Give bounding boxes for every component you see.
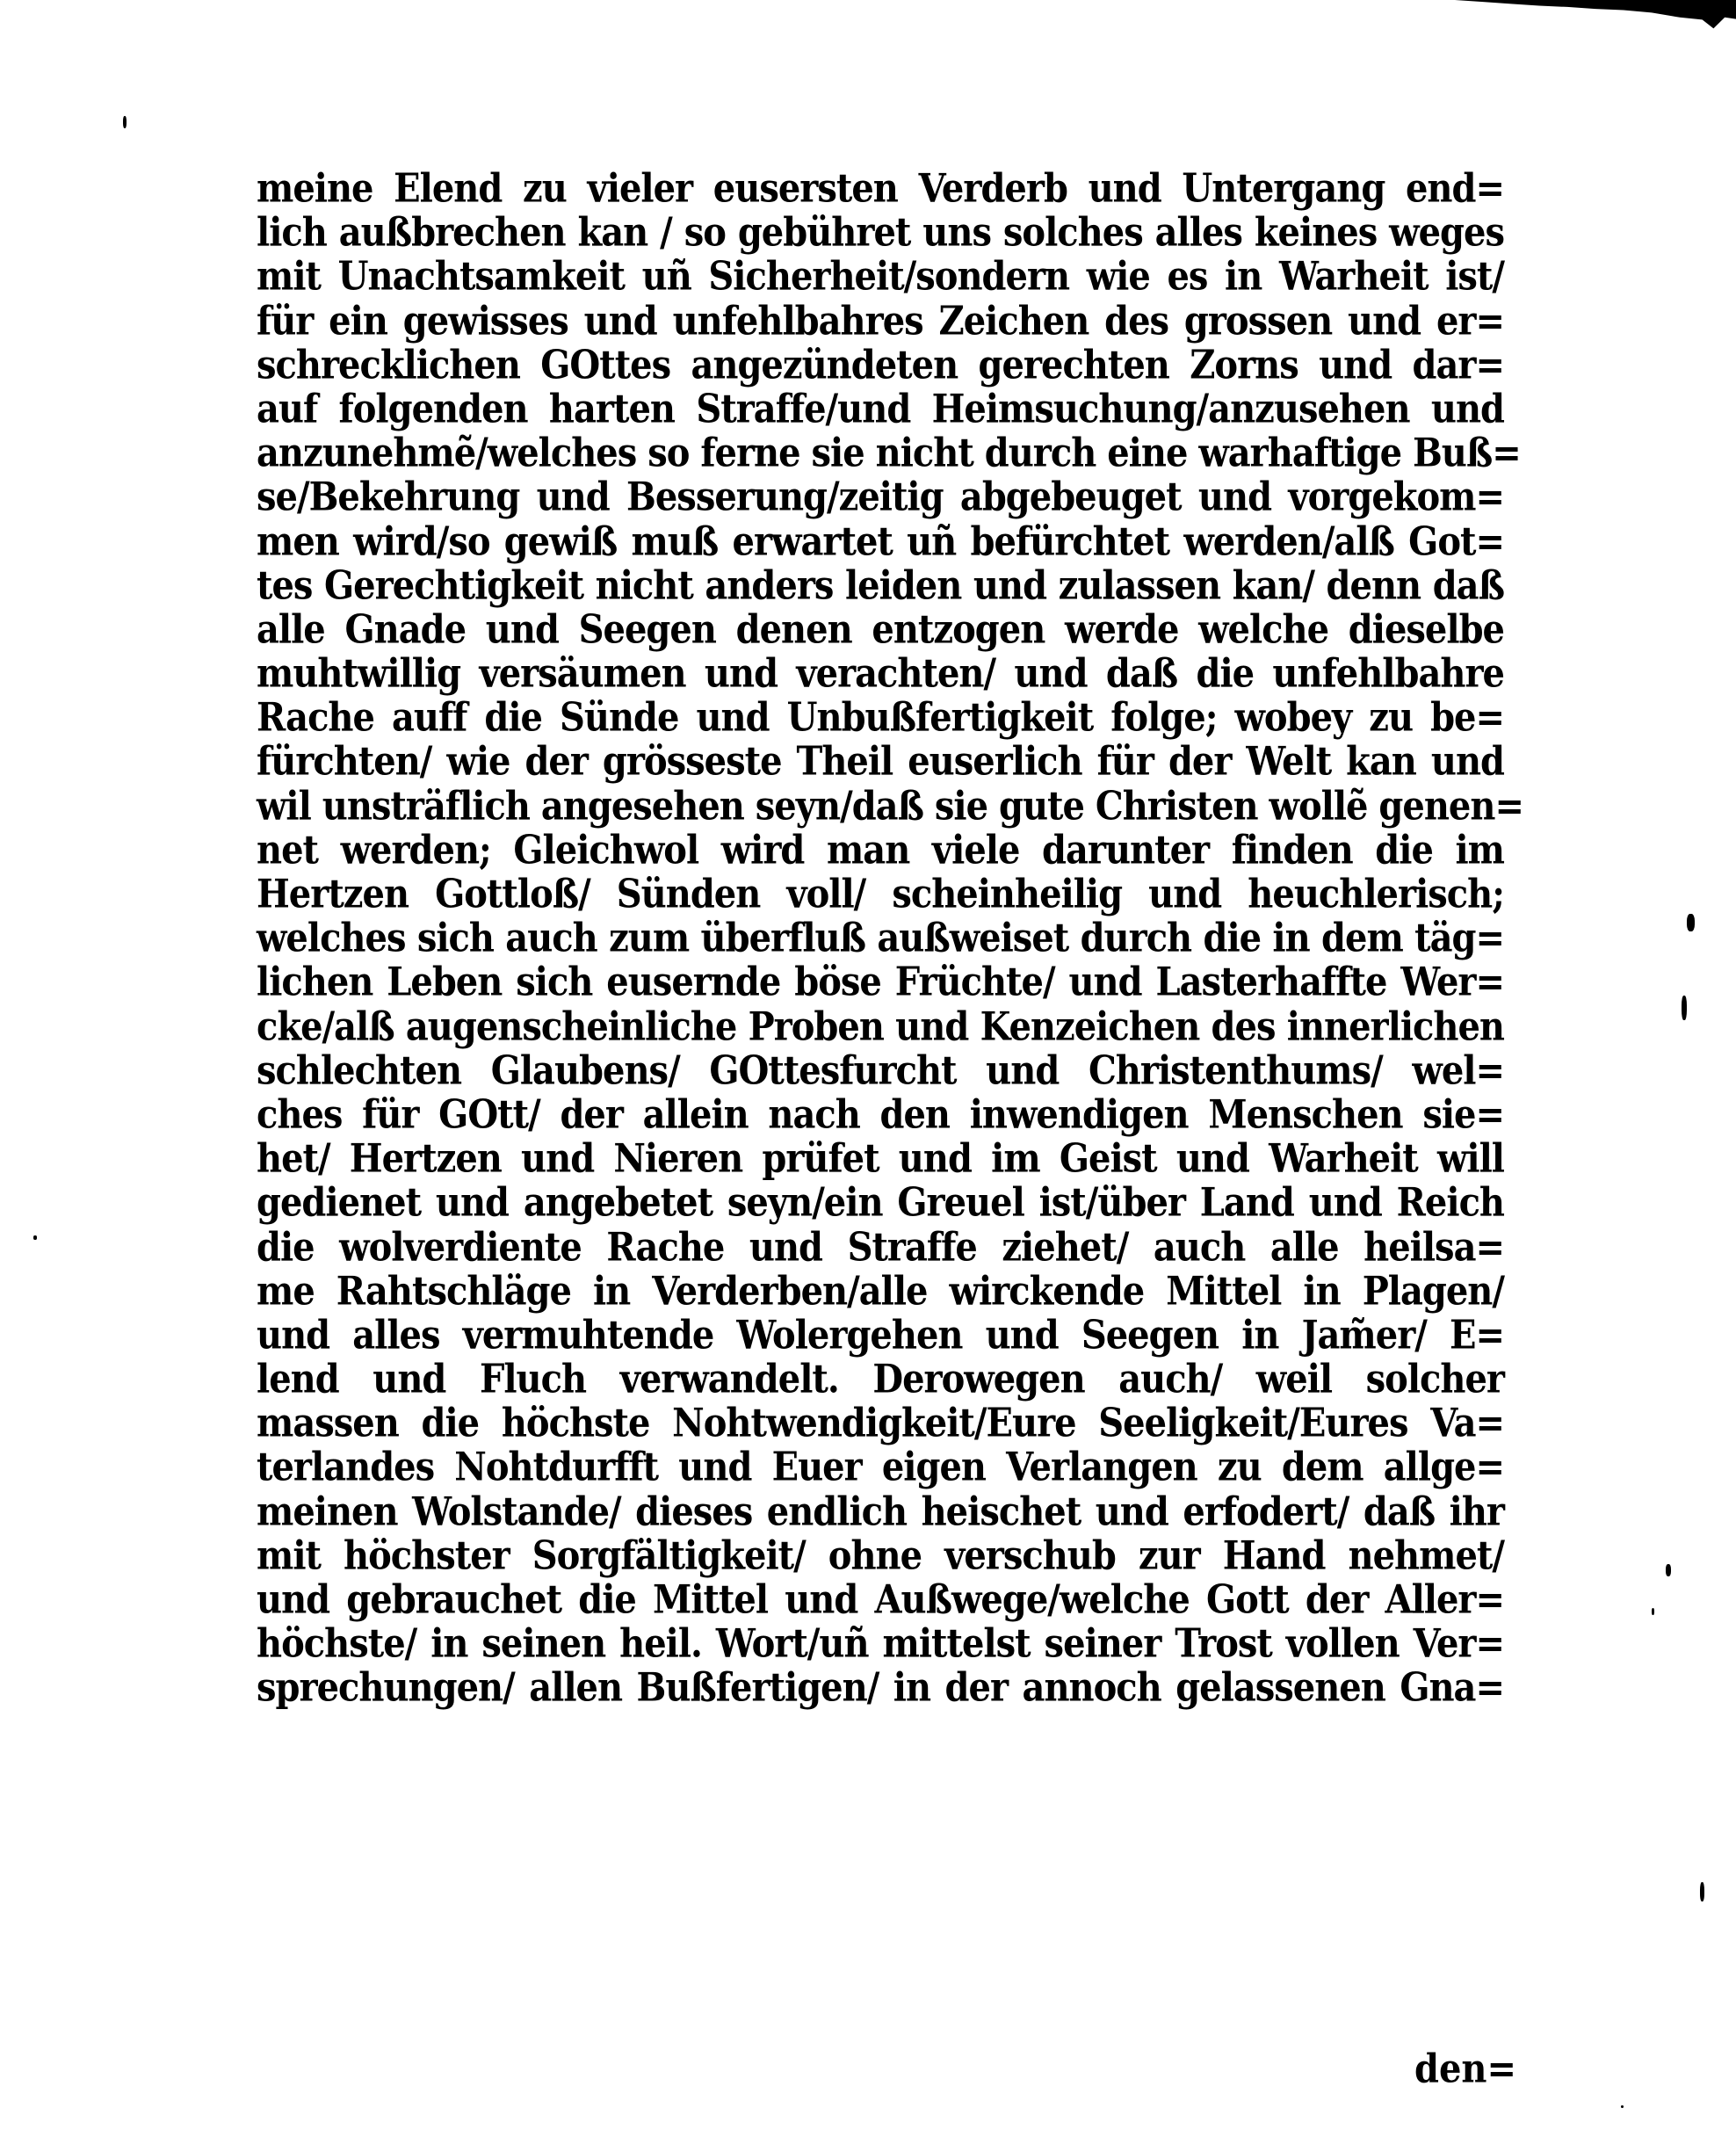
text-line: massen die höchste Nohtwendigkeit/Eure Seeligkeit/Eures Va= (257, 1400, 1504, 1446)
text-line: alle Gnade und Seegen denen entzogen werde welche dieselbe (257, 605, 1504, 653)
text-line: net werden; Gleichwol wird man viele darunter finden die im (257, 826, 1504, 873)
text-line: höchste/ in seinen heil. Wort/uñ mittelst seiner Trost vollen Ver= (257, 1620, 1504, 1667)
margin-speck (1666, 1564, 1671, 1576)
ink-blot-decoration (1455, 0, 1736, 32)
margin-speck (1652, 1608, 1654, 1615)
text-line: mit höchster Sorgfältigkeit/ ohne verschub zur Hand nehmet/ (257, 1532, 1504, 1579)
text-line: cke/alß augenscheinliche Proben und Kenzeichen des innerlichen (257, 1003, 1504, 1050)
text-line: anzunehmẽ/welches so ferne sie nicht durch eine warhaftige Buß= (257, 430, 1521, 476)
text-line: muhtwillig versäumen und verachten/ und daß die unfehlbahre (257, 650, 1504, 697)
margin-speck (33, 1235, 37, 1240)
text-line: Rache auff die Sünde und Unbußfertigkeit folge; wobey zu be= (257, 694, 1504, 741)
text-line: welches sich auch zum überfluß außweiset durch die in dem täg= (257, 915, 1504, 961)
text-line: und alles vermuhtende Wolergehen und Seegen in Jam̃er/ E= (257, 1311, 1504, 1358)
text-line: ches für GOtt/ der allein nach den inwendigen Menschen sie= (257, 1091, 1504, 1138)
margin-speck (1682, 996, 1687, 1020)
text-line: me Rahtschläge in Verderben/alle wirckende Mittel in Plagen/ (257, 1267, 1504, 1315)
text-line: het/ Hertzen und Nieren prüfet und im Geist und Warheit will (257, 1135, 1504, 1182)
text-line: gedienet und angebetet seyn/ein Greuel ist/über Land und Reich (257, 1179, 1504, 1227)
text-line: meine Elend zu vieler eusersten Verderb und Untergang end= (257, 165, 1504, 212)
text-line: lend und Fluch verwandelt. Derowegen auch/ weil solcher (257, 1356, 1504, 1402)
margin-speck (1687, 914, 1695, 931)
text-line: mit Unachtsamkeit uñ Sicherheit/sondern wie es in Warheit ist/ (257, 253, 1504, 301)
margin-speck (1621, 2105, 1624, 2108)
text-line: men wird/so gewiß muß erwartet uñ befürchtet werden/alß Got= (257, 518, 1504, 565)
text-line: wil unsträflich angesehen seyn/daß sie gute Christen wollẽ genen= (257, 782, 1523, 829)
text-line: die wolverdiente Rache und Straffe ziehet/ auch alle heilsa= (257, 1223, 1504, 1271)
text-line: auf folgenden harten Straffe/und Heimsuchung/anzusehen und (257, 386, 1504, 432)
text-line: tes Gerechtigkeit nicht anders leiden und zulassen kan/ denn daß (257, 561, 1504, 609)
text-line: terlandes Nohtdurfft und Euer eigen Verlangen zu dem allge= (257, 1444, 1504, 1491)
margin-speck (1700, 1882, 1704, 1902)
text-line: fürchten/ wie der grösseste Theil euserlich für der Welt kan und (257, 738, 1504, 786)
catchword: den= (1414, 2046, 1516, 2092)
text-line: und gebrauchet die Mittel und Außwege/welche Gott der Aller= (257, 1576, 1504, 1623)
text-line: se/Bekehrung und Besserung/zeitig abgebeuget und vorgekom= (257, 474, 1504, 521)
body-text (257, 165, 1523, 1712)
text-line: für ein gewisses und unfehlbahres Zeichen des grossen und er= (257, 297, 1504, 344)
text-line: schrecklichen GOttes angezündeten gerechten Zorns und dar= (257, 341, 1504, 388)
text-line: schlechten Glaubens/ GOttesfurcht und Christenthums/ wel= (257, 1047, 1504, 1094)
text-line: lich außbrechen kan / so gebühret uns solches alles keines weges (257, 209, 1504, 256)
text-line: Hertzen Gottloß/ Sünden voll/ scheinheilig und heuchlerisch; (257, 871, 1504, 917)
text-line: lichen Leben sich eusernde böse Früchte/ und Lasterhaffte Wer= (257, 959, 1504, 1006)
margin-speck (123, 116, 127, 128)
text-line: meinen Wolstande/ dieses endlich heischet und erfodert/ daß ihr (257, 1488, 1504, 1535)
text-line: sprechungen/ allen Bußfertigen/ in der annoch gelassenen Gna= (257, 1664, 1504, 1712)
